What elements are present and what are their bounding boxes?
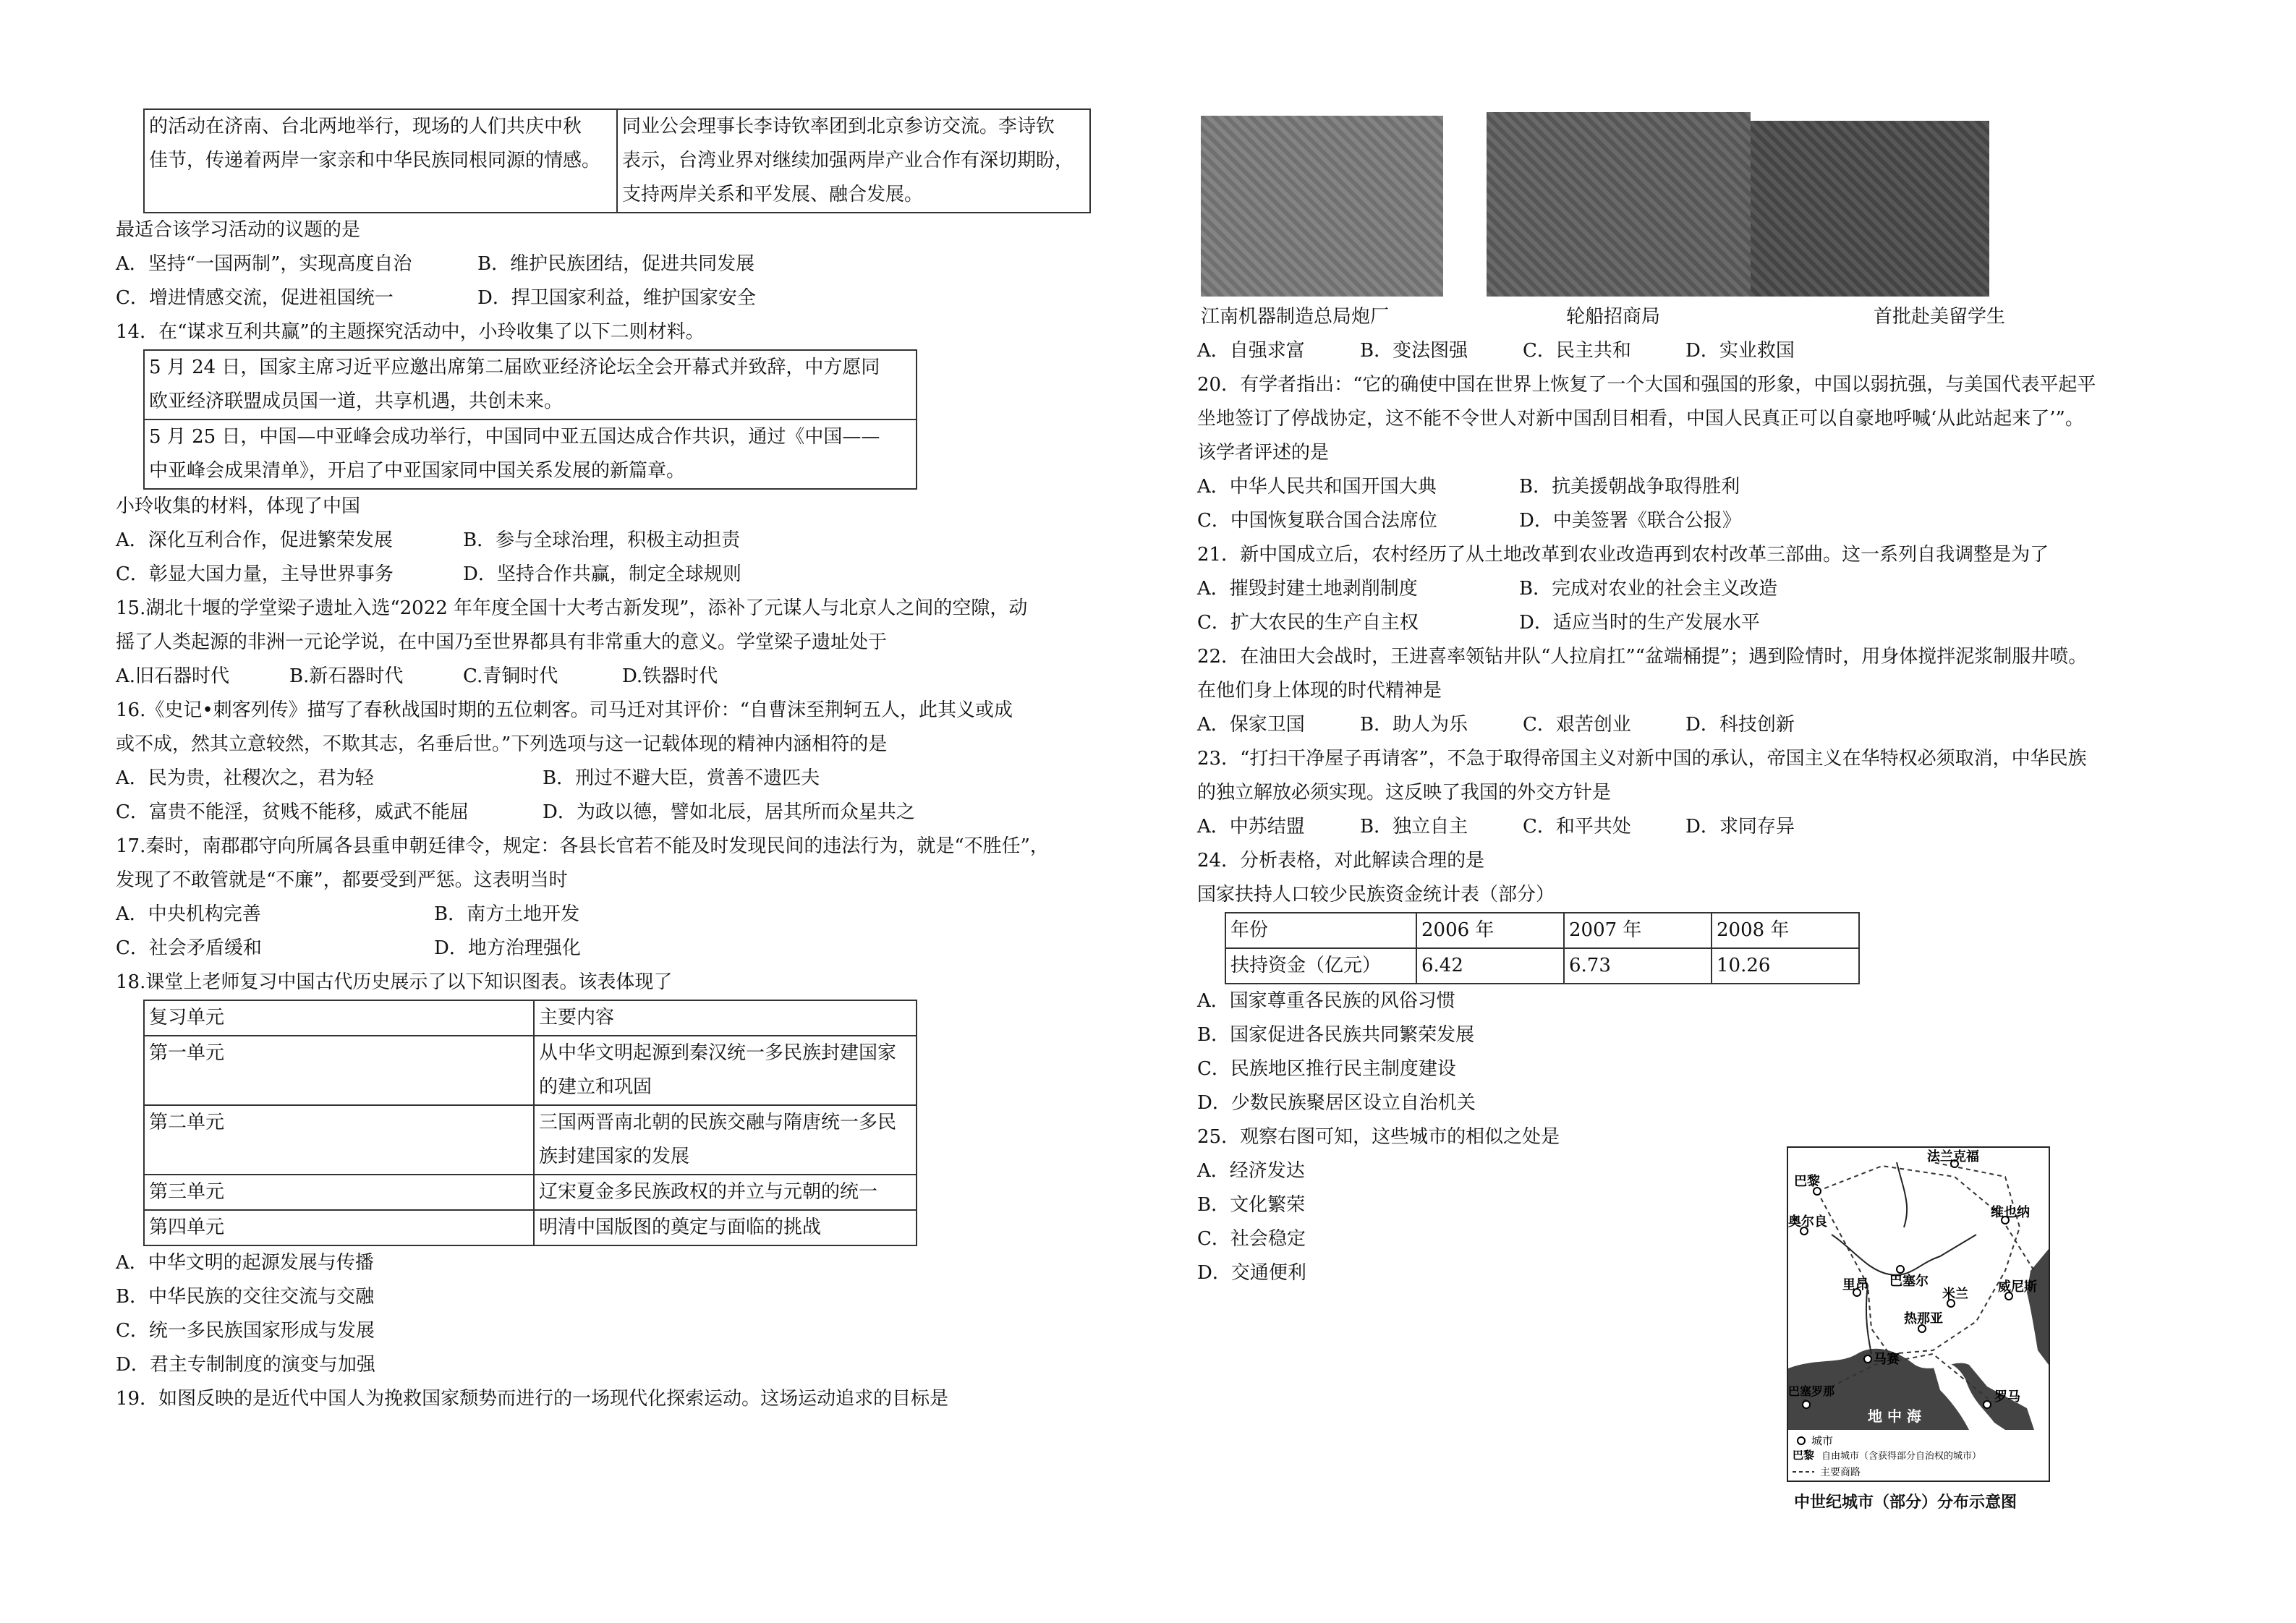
q22-option-c[interactable]: C．艰苦创业	[1523, 714, 1631, 736]
table-row: 扶持资金（亿元） 6.42 6.73 10.26	[1225, 948, 1859, 984]
q16-option-a[interactable]: A．民为贵，社稷次之，君为轻	[116, 767, 374, 789]
q23-option-c[interactable]: C．和平共处	[1523, 816, 1631, 838]
q19-option-c[interactable]: C．民主共和	[1523, 340, 1631, 362]
right-column	[1197, 112, 2195, 1290]
q20-line-3: 该学者评述的是	[1197, 442, 1330, 464]
q16-option-d[interactable]: D．为政以德，譬如北辰，居其所而众星共之	[543, 801, 915, 823]
q25-option-d[interactable]: D．交通便利	[1197, 1262, 1306, 1284]
map-drawing	[1788, 1148, 2049, 1481]
q13-stem: 最适合该学习活动的议题的是	[116, 219, 361, 241]
q23-option-d[interactable]: D．求同存异	[1685, 816, 1795, 838]
legend-city-dot	[1798, 1437, 1805, 1444]
q21-option-d[interactable]: D．适应当时的生产发展水平	[1519, 612, 1760, 634]
city-label: 巴黎	[1794, 1174, 1820, 1189]
q18-review-table	[143, 1000, 917, 1246]
city-label: 马赛	[1874, 1352, 1900, 1367]
q23-line-1: 23．“打扫干净屋子再请客”，不急于取得帝国主义对新中国的承认，帝国主义在华特权必须取消，中华民族	[1197, 748, 2087, 770]
city-label: 罗马	[1994, 1389, 2020, 1405]
q24-header-year: 年份	[1225, 913, 1416, 948]
q20-option-d[interactable]: D．中美签署《联合公报》	[1519, 510, 1741, 532]
q17-option-c[interactable]: C．社会矛盾缓和	[116, 937, 262, 959]
city-label: 威尼斯	[1998, 1279, 2037, 1295]
river	[1897, 1162, 1907, 1227]
legend-route: 主要商路	[1820, 1467, 1861, 1478]
city-label: 热那亚	[1904, 1311, 1943, 1326]
city-label: 米兰	[1942, 1287, 1968, 1302]
q22-option-b[interactable]: B．助人为乐	[1360, 714, 1468, 736]
city-dot	[1803, 1401, 1810, 1408]
q15-option-a[interactable]: A.旧石器时代	[116, 665, 230, 687]
q17-option-d[interactable]: D．地方治理强化	[434, 937, 581, 959]
q19-caption-3: 首批赴美留学生	[1874, 306, 2006, 328]
q24-stem: 24．分析表格，对此解读合理的是	[1197, 850, 1485, 872]
q13-option-a[interactable]: A．坚持“一国两制”，实现高度自治	[116, 253, 412, 275]
legend-free-city: 自由城市（含获得部分自治权的城市）	[1821, 1451, 1982, 1462]
q19-caption-2: 轮船招商局	[1566, 306, 1661, 328]
q18-option-d[interactable]: D．君主专制制度的演变与加强	[116, 1354, 375, 1376]
q14-option-d[interactable]: D．坚持合作共赢，制定全球规则	[463, 563, 741, 585]
q16-option-b[interactable]: B．刑过不避大臣，赏善不遗匹夫	[543, 767, 820, 789]
q23-line-2: 的独立解放必须实现。这反映了我国的外交方针是	[1197, 782, 1612, 804]
q18-option-a[interactable]: A．中华文明的起源发展与传播	[116, 1252, 374, 1274]
q14-material-1: 5 月 24 日，国家主席习近平应邀出席第二届欧亚经济论坛全会开幕式并致辞，中方愿同 欧亚经济联盟成员国一道，共享机遇，共创未来。	[144, 350, 917, 419]
q19-option-a[interactable]: A．自强求富	[1197, 340, 1305, 362]
q20-option-a[interactable]: A．中华人民共和国开国大典	[1197, 476, 1437, 498]
q19-photo-steamship-bureau	[1487, 112, 1751, 297]
table-row: 第二单元 三国两晋南北朝的民族交融与隋唐统一多民族封建国家的发展	[144, 1105, 917, 1175]
q17-line-1: 17.秦时，南郡郡守向所属各县重申朝廷律令，规定：各县长官若不能及时发现民间的违法行为，就是“不胜任”，	[116, 835, 1049, 857]
q14-material-2: 5 月 25 日，中国—中亚峰会成功举行，中国同中亚五国达成合作共识，通过《中国—— 中亚峰会成果清单》，开启了中亚国家同中国关系发展的新篇章。	[144, 419, 917, 489]
q14-option-b[interactable]: B．参与全球治理，积极主动担责	[463, 529, 741, 551]
city-dot	[1864, 1355, 1871, 1363]
sea-label: 地 中 海	[1868, 1407, 1921, 1425]
q13-material-right: 同业公会理事长李诗钦率团到北京参访交流。李诗钦 表示，台湾业界对继续加强两岸产业合作有深切期盼， 支持两岸关系和平发展、融合发展。	[617, 109, 1090, 213]
table-row: 第四单元 明清中国版图的奠定与面临的挑战	[144, 1210, 917, 1245]
q20-line-1: 20．有学者指出：“它的确使中国在世界上恢复了一个大国和强国的形象，中国以弱抗强，与美国代表平起平	[1197, 374, 2096, 396]
q19-option-b[interactable]: B．变法图强	[1360, 340, 1468, 362]
legend-city: 城市	[1811, 1434, 1834, 1447]
q15-line-2: 摇了人类起源的非洲一元论学说，在中国乃至世界都具有非常重大的意义。学堂梁子遗址处于	[116, 631, 888, 653]
q19-option-d[interactable]: D．实业救国	[1685, 340, 1795, 362]
q13-material-table	[143, 108, 1091, 213]
q19-photo-students	[1751, 121, 1989, 297]
q13-option-d[interactable]: D．捍卫国家利益，维护国家安全	[477, 287, 756, 309]
q16-option-c[interactable]: C．富贵不能淫，贫贱不能移，威武不能屈	[116, 801, 469, 823]
q20-line-2: 坐地签订了停战协定，这不能不令世人对新中国刮目相看，中国人民真正可以自豪地呼喊‘从此站起来了’”。	[1197, 408, 2084, 430]
city-label: 奥尔良	[1788, 1214, 1827, 1230]
q16-line-2: 或不成，然其立意较然，不欺其志，名垂后世。”下列选项与这一记载体现的精神内涵相符的是	[116, 733, 888, 755]
q14-option-a[interactable]: A．深化互利合作，促进繁荣发展	[116, 529, 393, 551]
q16-line-1: 16.《史记•刺客列传》描写了春秋战国时期的五位刺客。司马迁对其评价：“自曹沫至荆轲五人，此其义或成	[116, 699, 1013, 721]
q18-option-b[interactable]: B．中华民族的交往交流与交融	[116, 1286, 375, 1308]
q19-photo-arsenal	[1201, 116, 1443, 297]
q17-line-2: 发现了不敢管就是“不廉”，都要受到严惩。这表明当时	[116, 869, 568, 891]
q13-material-left: 的活动在济南、台北两地举行，现场的人们共庆中秋 佳节，传递着两岸一家亲和中华民族同根同源的情感。	[144, 109, 617, 213]
adriatic-sea	[2027, 1249, 2049, 1365]
q24-option-b[interactable]: B．国家促进各民族共同繁荣发展	[1197, 1024, 1475, 1046]
q19-caption-1: 江南机器制造总局炮厂	[1201, 306, 1390, 328]
city-label: 巴塞罗那	[1788, 1384, 1835, 1398]
q23-option-a[interactable]: A．中苏结盟	[1197, 816, 1305, 838]
q21-option-c[interactable]: C．扩大农民的生产自主权	[1197, 612, 1419, 634]
q14-option-c[interactable]: C．彰显大国力量，主导世界事务	[116, 563, 394, 585]
q18-header-content: 主要内容	[534, 1000, 917, 1036]
city-label: 巴塞尔	[1889, 1274, 1929, 1289]
q21-option-a[interactable]: A．摧毁封建土地剥削制度	[1197, 578, 1418, 600]
q20-option-c[interactable]: C．中国恢复联合国合法席位	[1197, 510, 1437, 532]
q13-option-c[interactable]: C．增进情感交流，促进祖国统一	[116, 287, 394, 309]
q14-stem: 14．在“谋求互利共赢”的主题探究活动中，小玲收集了以下二则材料。	[116, 321, 705, 343]
q21-stem: 21．新中国成立后，农村经历了从土地改革到农业改造再到农村改革三部曲。这一系列自我调整是为了	[1197, 544, 2049, 566]
q24-option-d[interactable]: D．少数民族聚居区设立自治机关	[1197, 1092, 1476, 1114]
city-label: 维也纳	[1991, 1205, 2030, 1220]
river	[1866, 1285, 1871, 1354]
q14-question: 小玲收集的材料，体现了中国	[116, 495, 361, 517]
q18-header-unit: 复习单元	[144, 1000, 534, 1036]
q14-material-box	[143, 349, 917, 490]
q15-option-b[interactable]: B.新石器时代	[289, 665, 404, 687]
q18-option-c[interactable]: C．统一多民族国家形成与发展	[116, 1320, 375, 1342]
city-label: 里昂	[1842, 1277, 1868, 1292]
table-row: 第一单元 从中华文明起源到秦汉统一多民族封建国家的建立和巩固	[144, 1036, 917, 1105]
q20-option-b[interactable]: B．抗美援朝战争取得胜利	[1519, 476, 1740, 498]
q23-option-b[interactable]: B．独立自主	[1360, 816, 1468, 838]
city-label: 法兰克福	[1927, 1149, 1979, 1164]
map-caption: 中世纪城市（部分）分布示意图	[1794, 1494, 2017, 1512]
q24-funding-table: 年份 2006 年 2007 年 2008 年 扶持资金（亿元） 6.42 6.73 10.26	[1225, 912, 1860, 984]
medieval-cities-map	[1787, 1146, 2050, 1482]
q19-photos	[1197, 112, 2195, 300]
left-column	[116, 108, 1114, 1416]
city-dot	[1897, 1266, 1904, 1273]
q25-option-a[interactable]: A．经济发达	[1197, 1160, 1305, 1182]
city-dot	[1984, 1401, 1991, 1408]
q22-line-1: 22．在油田大会战时，王进喜率领钻井队“人拉肩扛”“盆端桶提”；遇到险情时，用身体搅拌泥浆制服井喷。	[1197, 646, 2088, 668]
q21-option-b[interactable]: B．完成对农业的社会主义改造	[1519, 578, 1778, 600]
q22-option-a[interactable]: A．保家卫国	[1197, 714, 1305, 736]
table-row: 第三单元 辽宋夏金多民族政权的并立与元朝的统一	[144, 1175, 917, 1210]
q15-option-c[interactable]: C.青铜时代	[463, 665, 558, 687]
q17-option-b[interactable]: B．南方土地开发	[434, 903, 580, 925]
q19-stem: 19．如图反映的是近代中国人为挽救国家颓势而进行的一场现代化探索运动。这场运动追求的目标是	[116, 1388, 949, 1410]
q13-option-b[interactable]: B．维护民族团结，促进共同发展	[477, 253, 755, 275]
q24-option-c[interactable]: C．民族地区推行民主制度建设	[1197, 1058, 1456, 1080]
q25-option-b[interactable]: B．文化繁荣	[1197, 1194, 1306, 1216]
q15-line-1: 15.湖北十堰的学堂梁子遗址入选“2022 年年度全国十大考古新发现”，添补了元谋人与北京人之间的空隙，动	[116, 597, 1028, 619]
q22-line-2: 在他们身上体现的时代精神是	[1197, 680, 1442, 702]
q25-option-c[interactable]: C．社会稳定	[1197, 1228, 1306, 1250]
q22-option-d[interactable]: D．科技创新	[1685, 714, 1795, 736]
q17-option-a[interactable]: A．中央机构完善	[116, 903, 261, 925]
q24-table-title: 国家扶持人口较少民族资金统计表（部分）	[1197, 884, 1555, 906]
q15-option-d[interactable]: D.铁器时代	[622, 665, 718, 687]
q25-stem: 25．观察右图可知，这些城市的相似之处是	[1197, 1126, 1560, 1148]
legend-free-city-sample: 巴黎	[1793, 1449, 1815, 1462]
q24-option-a[interactable]: A．国家尊重各民族的风俗习惯	[1197, 990, 1455, 1012]
q18-stem: 18.课堂上老师复习中国古代历史展示了以下知识图表。该表体现了	[116, 971, 673, 993]
